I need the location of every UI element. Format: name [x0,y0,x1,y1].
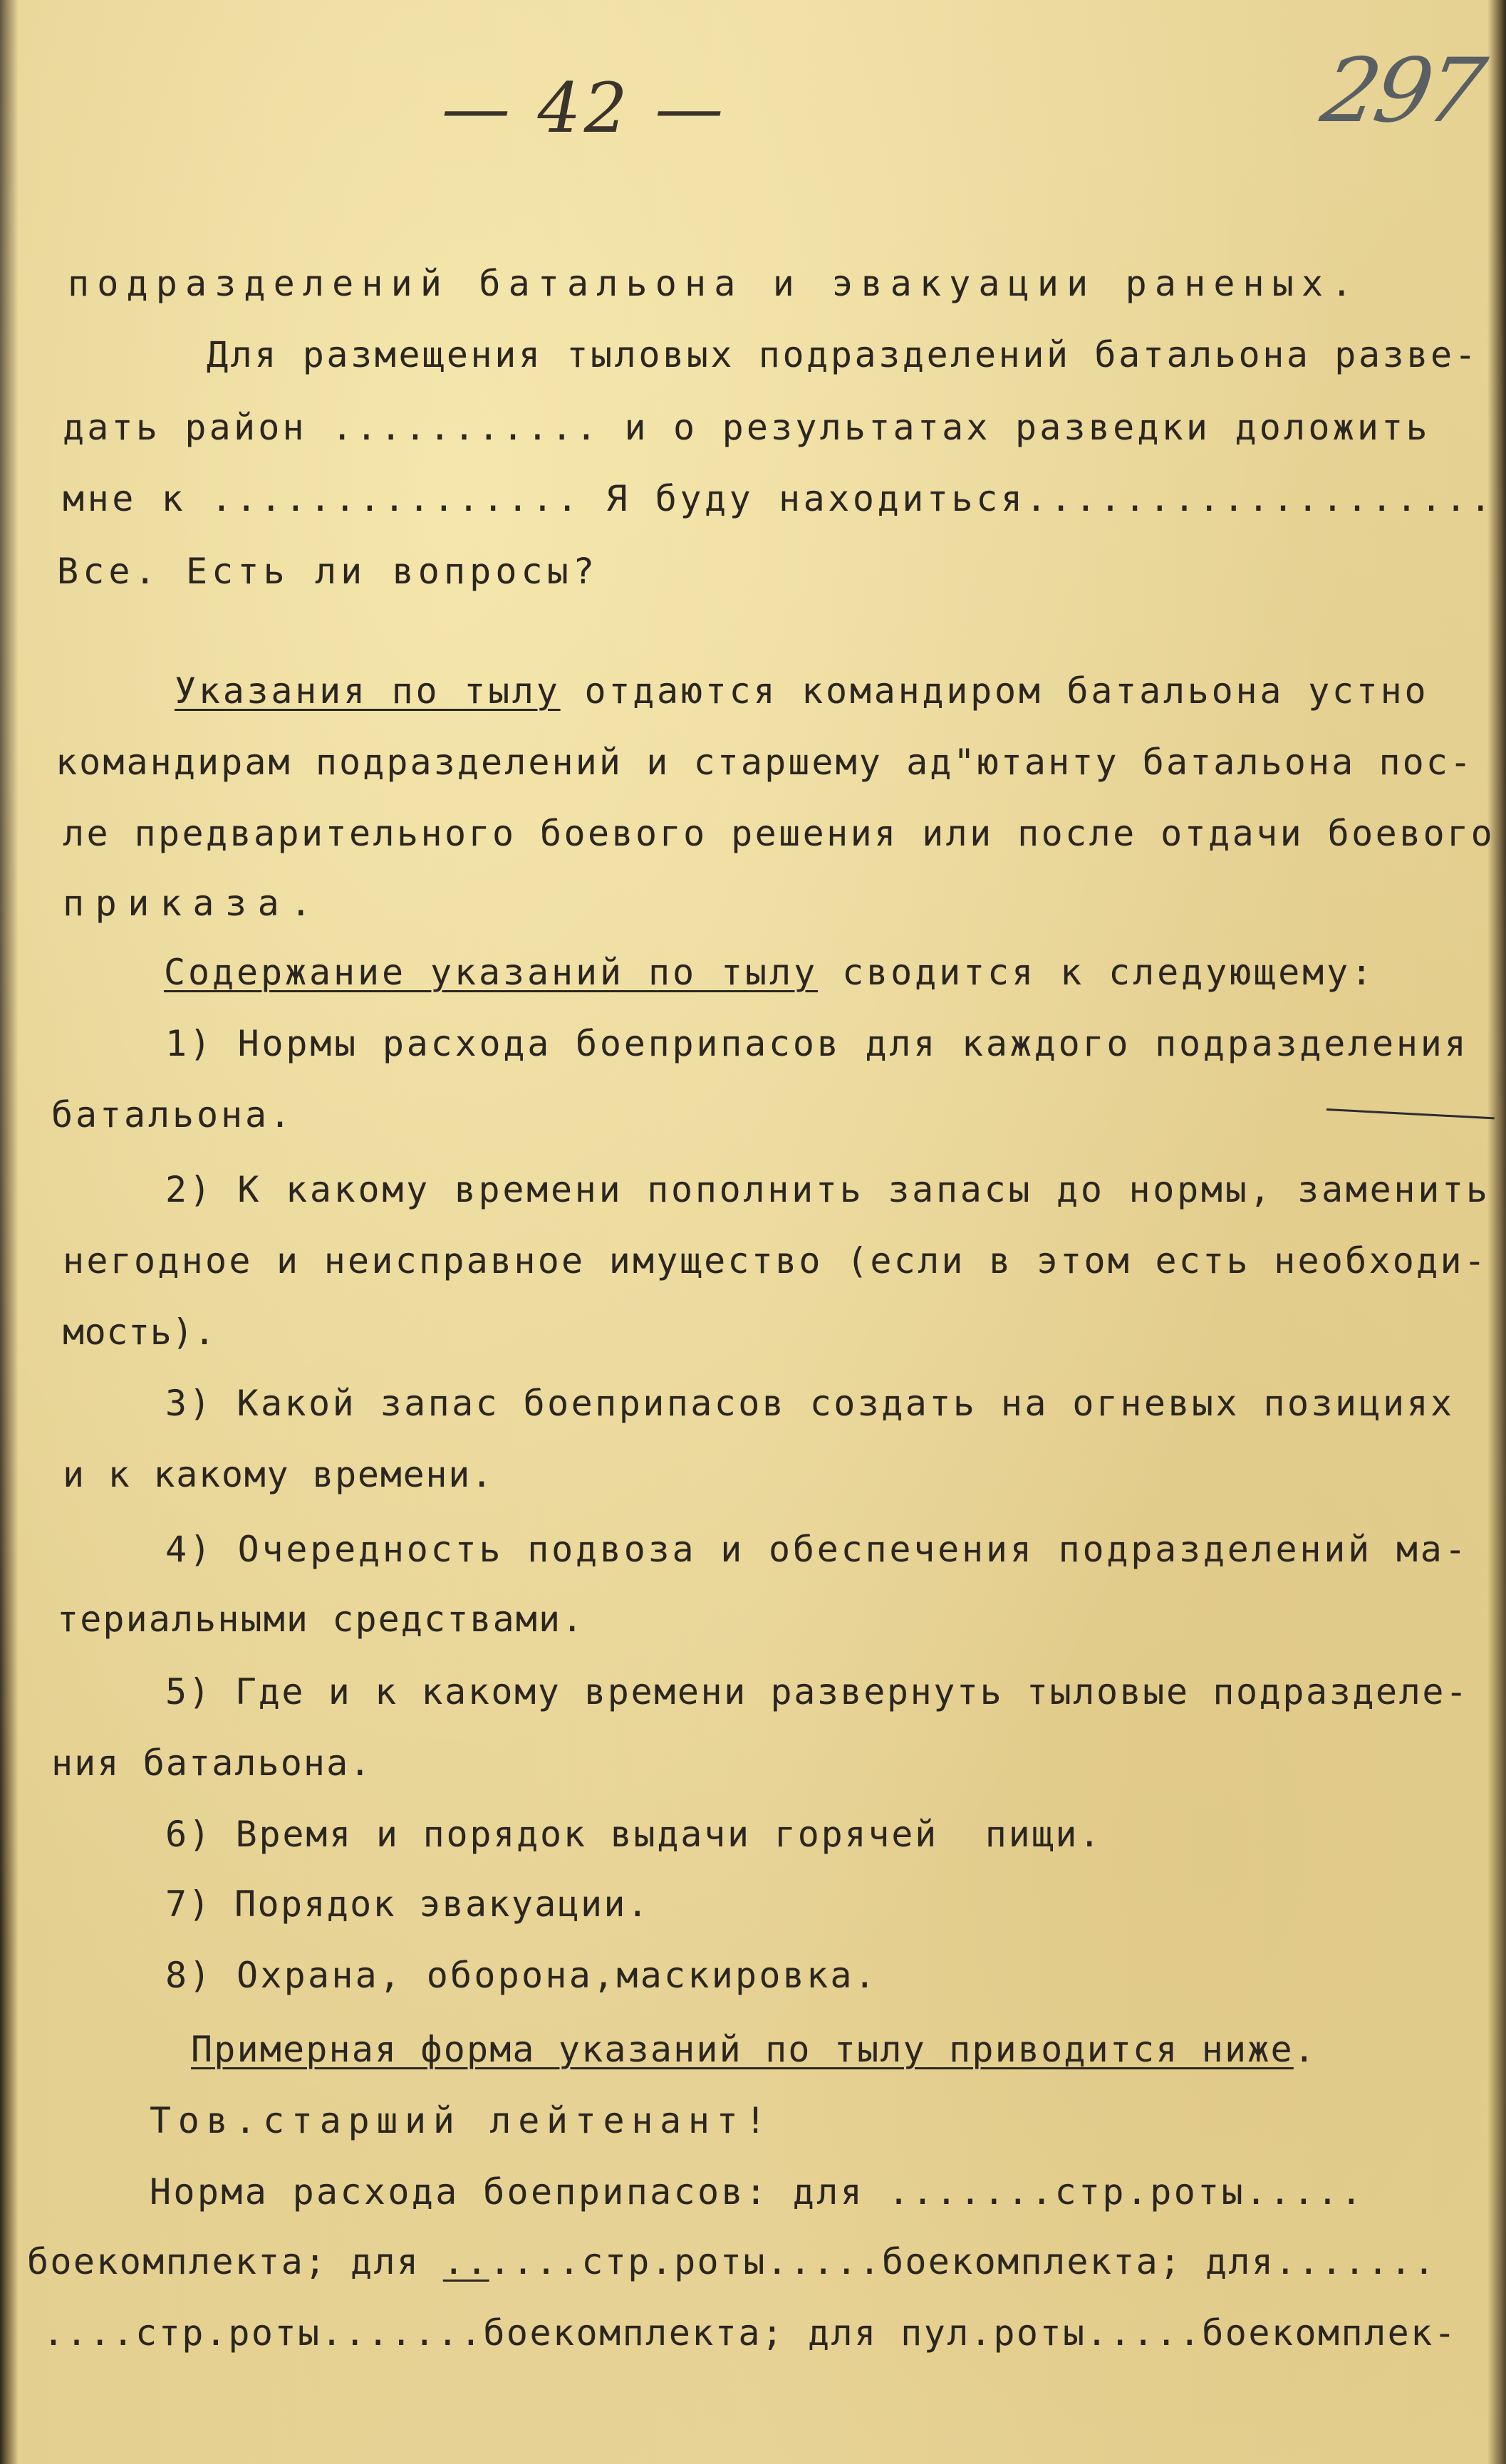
line-text: мость). [63,1311,216,1353]
text-line [63,882,323,925]
line-text: 3) Какой запас боеприпасов создать на огневых позициях [165,1383,1455,1424]
text-line [165,1670,1469,1713]
line-text: сводится к следующему: [818,952,1376,993]
text-line [63,406,1430,449]
text-line [165,1168,1490,1211]
text-line [68,262,1361,305]
line-text: ....стр.роты.......боекомплекта; для пул.роты.....боекомплек- [43,2312,1458,2354]
text-line [57,1598,584,1641]
text-line [43,2312,1457,2354]
line-text: мне к ............... Я буду находиться................... [63,478,1495,519]
text-line [191,2028,1317,2071]
line-text: приказа. [63,883,323,924]
line-text: отдаются командиром батальона устно [560,670,1429,712]
line-text: 4) Очередность подвоза и обеспечения подразделений ма- [165,1529,1469,1570]
line-text: боекомплекта; для [27,2241,443,2282]
page-number-handwritten: 297 [1314,40,1489,142]
text-line [56,741,1473,784]
line-text: 5) Где и к какому времени развернуть тыловые подразделе- [165,1671,1469,1712]
line-text: Для размещения тыловых подразделений батальона разве- [207,334,1479,375]
line-text: 6) Время и порядок выдачи горячей пищи. [165,1814,1103,1855]
text-line [63,1453,494,1496]
text-line [165,1528,1469,1571]
underlined-text: Указания по тылу [175,670,561,712]
line-text: 7) Порядок эвакуации. [165,1883,650,1925]
page-number-typed: — 42 — [442,68,727,148]
line-text: и к какому времени. [63,1454,494,1495]
line-text: ....стр.роты.....боекомплекта; для....... [489,2241,1437,2282]
text-line [165,1883,650,1925]
text-line [207,333,1478,376]
pen-stroke-mark [1326,1108,1495,1119]
line-text: командирам подразделений и старшему ад"ютанту батальона пос- [56,742,1474,783]
text-line [150,2099,773,2142]
text-line [63,812,1495,855]
line-text: негодное и неисправное имущество (если в этом есть необходи- [63,1240,1488,1282]
line-text: Норма расхода боеприпасов: для .......стр.роты..... [150,2171,1365,2213]
text-line [63,1239,1487,1282]
underlined-text: Содержание указаний по тылу [164,952,819,993]
text-line [63,1311,216,1353]
line-text: ния батальона. [51,1742,373,1784]
line-text: териальными средствами. [57,1599,585,1640]
line-text: Все. Есть ли вопросы? [57,551,599,592]
text-line [175,670,1428,712]
line-text: 1) Нормы расхода боеприпасов для каждого подразделения [165,1023,1469,1064]
line-text: 8) Охрана, оборона,маскировка. [165,1955,878,1996]
underlined-text: Примерная форма указаний по тылу приводится ниже [191,2029,1294,2070]
text-line [165,1813,1102,1856]
text-line [165,1022,1469,1065]
text-line [27,2240,1436,2283]
line-text: подразделений батальона и эвакуации раненых. [68,263,1361,304]
text-line [63,477,1495,520]
text-line [150,2171,1364,2213]
text-line [165,1954,878,1997]
line-text: батальона. [51,1094,294,1135]
line-text: 2) К какому времени пополнить запасы до нормы, заменить [165,1169,1490,1210]
line-text: ле предварительного боевого решения или после отдачи боевого [63,813,1495,854]
underlined-text: .. [442,2241,489,2282]
line-text: дать район ........... и о результатах разведки доложить [63,407,1430,448]
text-line [164,951,1375,994]
text-line [51,1742,372,1784]
line-text: Тов.старший лейтенант! [150,2100,774,2141]
text-line [57,550,598,593]
text-line [165,1382,1455,1425]
text-line [51,1093,294,1136]
line-text: . [1293,2029,1317,2070]
